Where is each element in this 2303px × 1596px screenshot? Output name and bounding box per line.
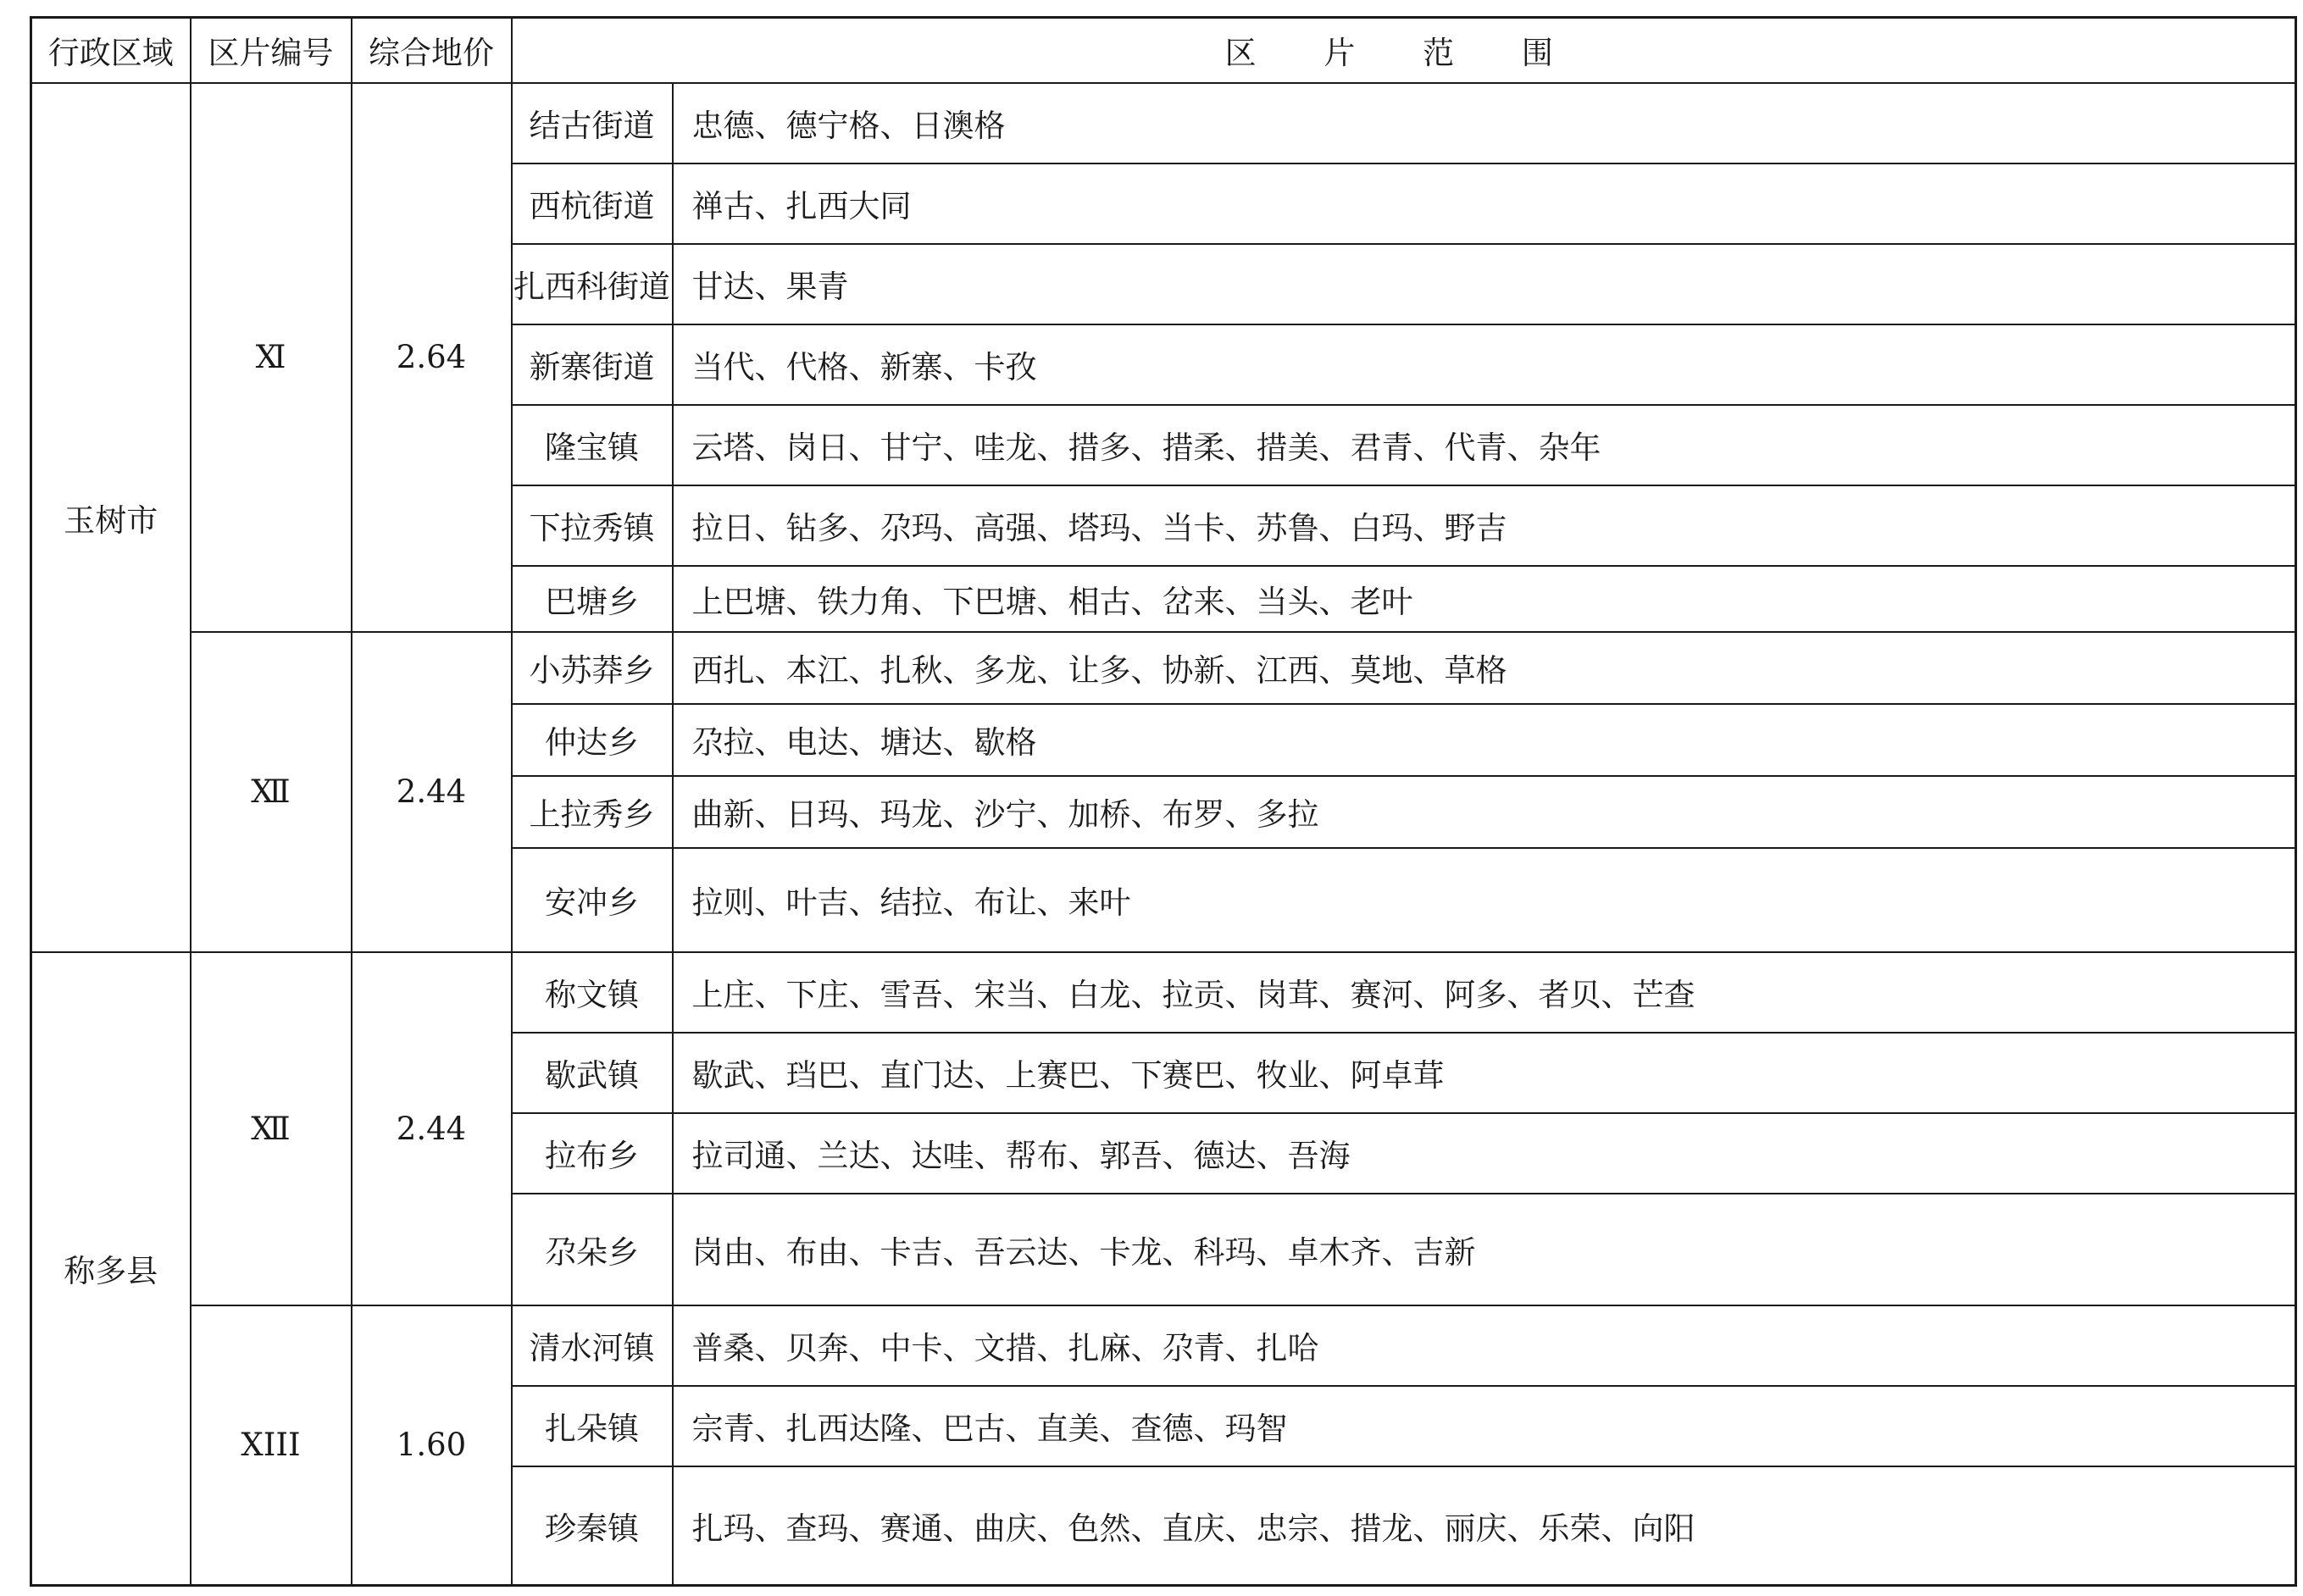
town-cell: 小苏莽乡 — [512, 632, 673, 704]
town-cell: 巴塘乡 — [512, 566, 673, 632]
villages-cell: 云塔、岗日、甘宁、哇龙、措多、措柔、措美、君青、代青、杂年 — [673, 405, 2296, 485]
town-cell: 歇武镇 — [512, 1033, 673, 1113]
villages-cell: 拉司通、兰达、达哇、帮布、郭吾、德达、吾海 — [673, 1113, 2296, 1194]
villages-cell: 西扎、本江、扎秋、多龙、让多、协新、江西、莫地、草格 — [673, 632, 2296, 704]
town-cell: 隆宝镇 — [512, 405, 673, 485]
zone-code-cell: Ⅻ — [191, 632, 352, 952]
town-cell: 尕朵乡 — [512, 1194, 673, 1305]
town-cell: 珍秦镇 — [512, 1466, 673, 1586]
town-cell: 下拉秀镇 — [512, 485, 673, 566]
town-cell: 称文镇 — [512, 952, 673, 1033]
villages-cell: 禅古、扎西大同 — [673, 163, 2296, 244]
region-cell: 称多县 — [31, 952, 191, 1586]
town-cell: 清水河镇 — [512, 1305, 673, 1386]
zone-price-cell: 1.60 — [352, 1305, 512, 1586]
town-cell: 拉布乡 — [512, 1113, 673, 1194]
header-zone-scope: 区 片 范 围 — [512, 18, 2296, 83]
zone-price-cell: 2.44 — [352, 952, 512, 1305]
villages-cell: 拉日、钻多、尕玛、高强、塔玛、当卡、苏鲁、白玛、野吉 — [673, 485, 2296, 566]
villages-cell: 上巴塘、铁力角、下巴塘、相古、岔来、当头、老叶 — [673, 566, 2296, 632]
zone-code-cell: Ⅻ — [191, 952, 352, 1305]
town-cell: 安冲乡 — [512, 848, 673, 952]
villages-cell: 曲新、日玛、玛龙、沙宁、加桥、布罗、多拉 — [673, 776, 2296, 848]
villages-cell: 上庄、下庄、雪吾、宋当、白龙、拉贡、岗茸、赛河、阿多、者贝、芒查 — [673, 952, 2296, 1033]
table-row — [31, 83, 2296, 163]
villages-cell: 扎玛、查玛、赛通、曲庆、色然、直庆、忠宗、措龙、丽庆、乐荣、向阳 — [673, 1466, 2296, 1586]
town-cell: 结古街道 — [512, 83, 673, 163]
villages-cell: 普桑、贝奔、中卡、文措、扎麻、尕青、扎哈 — [673, 1305, 2296, 1386]
zone-price-cell: 2.64 — [352, 83, 512, 632]
villages-cell: 尕拉、电达、塘达、歇格 — [673, 704, 2296, 776]
villages-cell: 拉则、叶吉、结拉、布让、来叶 — [673, 848, 2296, 952]
villages-cell: 当代、代格、新寨、卡孜 — [673, 324, 2296, 405]
header-composite-price: 综合地价 — [352, 18, 512, 83]
villages-cell: 忠德、德宁格、日澳格 — [673, 83, 2296, 163]
table-row — [31, 1305, 2296, 1386]
region-cell: 玉树市 — [31, 83, 191, 952]
header-row — [31, 18, 2296, 83]
town-cell: 西杭街道 — [512, 163, 673, 244]
town-cell: 上拉秀乡 — [512, 776, 673, 848]
table-row — [31, 632, 2296, 704]
zone-code-cell: XIII — [191, 1305, 352, 1586]
villages-cell: 甘达、果青 — [673, 244, 2296, 324]
villages-cell: 宗青、扎西达隆、巴古、直美、查德、玛智 — [673, 1386, 2296, 1466]
table-row — [31, 952, 2296, 1033]
zone-price-cell: 2.44 — [352, 632, 512, 952]
town-cell: 扎西科街道 — [512, 244, 673, 324]
land-price-zone-table — [30, 16, 2297, 1587]
villages-cell: 歇武、珰巴、直门达、上赛巴、下赛巴、牧业、阿卓茸 — [673, 1033, 2296, 1113]
villages-cell: 岗由、布由、卡吉、吾云达、卡龙、科玛、卓木齐、吉新 — [673, 1194, 2296, 1305]
header-region: 行政区域 — [31, 18, 191, 83]
zone-code-cell: Ⅺ — [191, 83, 352, 632]
town-cell: 新寨街道 — [512, 324, 673, 405]
town-cell: 仲达乡 — [512, 704, 673, 776]
town-cell: 扎朵镇 — [512, 1386, 673, 1466]
header-zone-number: 区片编号 — [191, 18, 352, 83]
